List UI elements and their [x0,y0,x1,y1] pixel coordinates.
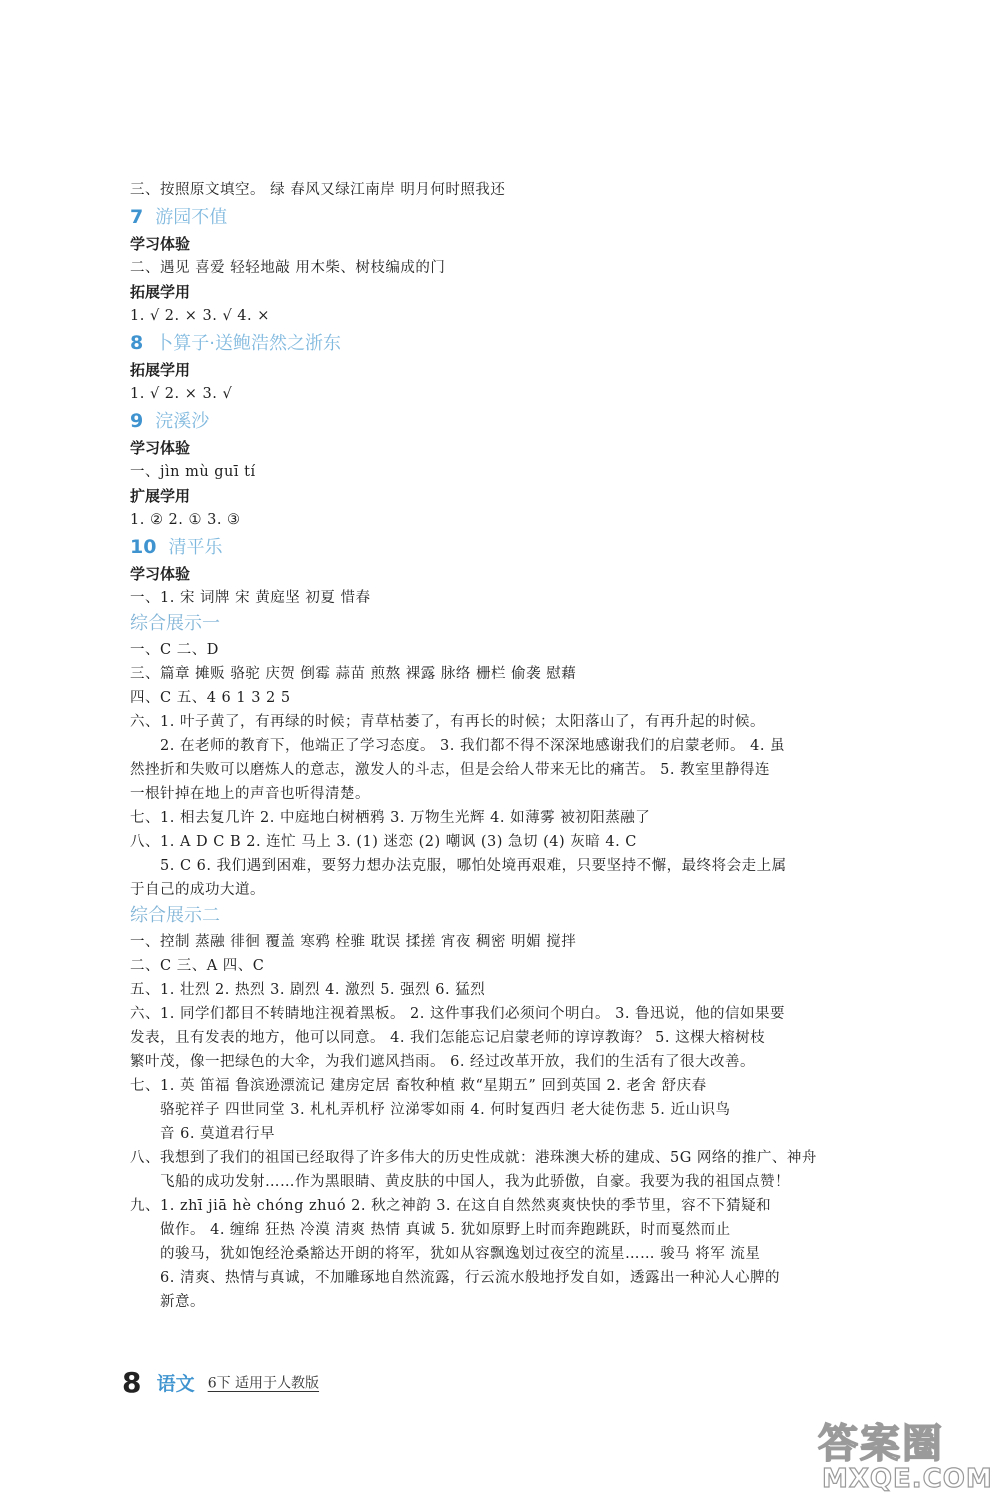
answer-content [130,178,910,1314]
answer-line: 五、1. 壮烈 2. 热烈 3. 剧烈 4. 激烈 5. 强烈 6. 猛烈 [130,982,486,998]
answer-line: 2. 在老师的教育下，他端正了学习态度。 3. 我们都不得不深深地感谢我们的启蒙老师。 4. 虽 [160,738,786,754]
answer-line: 音 6. 莫道君行早 [160,1126,276,1142]
answer-line: 七、1. 相去复几许 2. 中庭地白树栖鸦 3. 万物生光辉 4. 如薄雾 被初阳蒸融了 [130,810,651,826]
answer-line: 二、遇见 喜爱 轻轻地敲 用木柴、树枝编成的门 [130,260,446,276]
subject-label: 语文 [156,1373,195,1395]
answer-line: 一、jìn mù guī tí [130,464,256,480]
answer-line: 七、1. 英 笛福 鲁滨逊漂流记 建房定居 畜牧种植 救“星期五” 回到英国 2. 老舍 舒庆春 [130,1078,707,1094]
subsection-heading: 拓展学用 [130,283,191,301]
watermark-url: MXQE.COM [822,1464,993,1494]
subsection-heading: 学习体验 [130,439,191,457]
answer-line: 二、C 三、A 四、C [130,958,265,974]
lesson-number: 9 [130,410,144,432]
answer-line: 的骏马，犹如饱经沧桑豁达开朗的将军，犹如从容飘逸划过夜空的流星…… 骏马 将军 流星 [160,1246,761,1262]
watermark-logo [818,1412,993,1498]
lesson-title [130,202,910,232]
answer-line: 一、C 二、D [130,642,219,658]
answer-line: 三、篇章 摊贩 骆驼 庆贺 倒霉 蒜苗 煎熬 裸露 脉络 栅栏 偷袭 慰藉 [130,666,577,682]
watermark-text: 答案圈 [818,1421,944,1467]
lesson-name: 游园不值 [155,207,228,228]
answer-line: 六、1. 叶子黄了，有再绿的时候；青草枯萎了，有再长的时候；太阳落山了，有再升起的时候。 [130,714,765,730]
answer-line: 于自己的成功大道。 [130,882,265,898]
page-number: 8 [122,1366,142,1399]
lesson-name: 卜算子·送鲍浩然之浙东 [155,333,341,354]
section-heading: 综合展示二 [130,905,220,926]
answer-line: 三、按照原文填空。 绿 春风又绿江南岸 明月何时照我还 [130,182,506,198]
lesson-number: 7 [130,206,144,228]
answer-line: 飞船的成功发射……作为黑眼睛、黄皮肤的中国人，我为此骄傲，自豪。我要为我的祖国点赞！ [160,1174,790,1190]
subsection-heading: 学习体验 [130,235,191,253]
answer-line: 八、我想到了我们的祖国已经取得了许多伟大的历史性成就：港珠澳大桥的建成、5G 网络的推广、神舟 [130,1150,817,1166]
answer-line: 1. √ 2. × 3. √ [130,386,233,402]
answer-line: 八、1. A D C B 2. 连忙 马上 3. (1) 迷恋 (2) 嘲讽 (3) 急切 (4) 灰暗 4. C [130,834,637,850]
answer-line: 做作。 4. 缠绵 狂热 冷漠 清爽 热情 真诚 5. 犹如原野上时而奔跑跳跃，时而戛然而止 [160,1222,731,1238]
lesson-title [130,532,910,562]
answer-line: 5. C 6. 我们遇到困难，要努力想办法克服，哪怕处境再艰难，只要坚持不懈，最终将会走上属 [160,858,787,874]
answer-line: 九、1. zhī jiā hè chóng zhuó 2. 秋之神韵 3. 在这自自然然爽爽快快的季节里，容不下猜疑和 [130,1198,772,1214]
answer-line: 四、C 五、4 6 1 3 2 5 [130,690,291,706]
section-heading: 综合展示一 [130,613,220,634]
lesson-number: 10 [130,536,157,558]
answer-line: 骆驼祥子 四世同堂 3. 札札弄机杼 泣涕零如雨 4. 何时复西归 老大徒伤悲 5. 近山识鸟 [160,1102,731,1118]
answer-line: 一、控制 蒸融 徘徊 覆盖 寒鸦 栓骓 耽误 揉搓 宵夜 稠密 明媚 搅拌 [130,934,577,950]
answer-line: 六、1. 同学们都目不转睛地注视着黑板。 2. 这件事我们必须问个明白。 3. 鲁迅说，他的信如果要 [130,1006,786,1022]
answer-line: 1. √ 2. × 3. √ 4. × [130,308,270,324]
lesson-name: 清平乐 [168,537,223,558]
edition-label: 6下 适用于人教版 [207,1375,320,1392]
lesson-name: 浣溪沙 [155,411,210,432]
page-footer [122,1366,320,1399]
subsection-heading: 学习体验 [130,565,191,583]
lesson-number: 8 [130,332,144,354]
answer-line: 一根针掉在地上的声音也听得清楚。 [130,786,370,802]
subsection-heading: 扩展学用 [130,487,191,505]
answer-line: 繁叶茂，像一把绿色的大伞，为我们遮风挡雨。 6. 经过改革开放，我们的生活有了很大改善。 [130,1054,756,1070]
answer-line: 然挫折和失败可以磨炼人的意志，激发人的斗志，但是会给人带来无比的痛苦。 5. 教室里静得连 [130,762,771,778]
answer-line: 一、1. 宋 词牌 宋 黄庭坚 初夏 惜春 [130,590,371,606]
subsection-heading: 拓展学用 [130,361,191,379]
lesson-title [130,328,910,358]
answer-line: 发表，且有发表的地方，他可以同意。 4. 我们怎能忘记启蒙老师的谆谆教诲？ 5. 这棵大榕树枝 [130,1030,766,1046]
answer-line: 1. ② 2. ① 3. ③ [130,512,241,528]
answer-line: 新意。 [160,1294,205,1310]
answer-line: 6. 清爽、热情与真诚，不加雕琢地自然流露，行云流水般地抒发自如，透露出一种沁人心脾的 [160,1270,780,1286]
lesson-title [130,406,910,436]
